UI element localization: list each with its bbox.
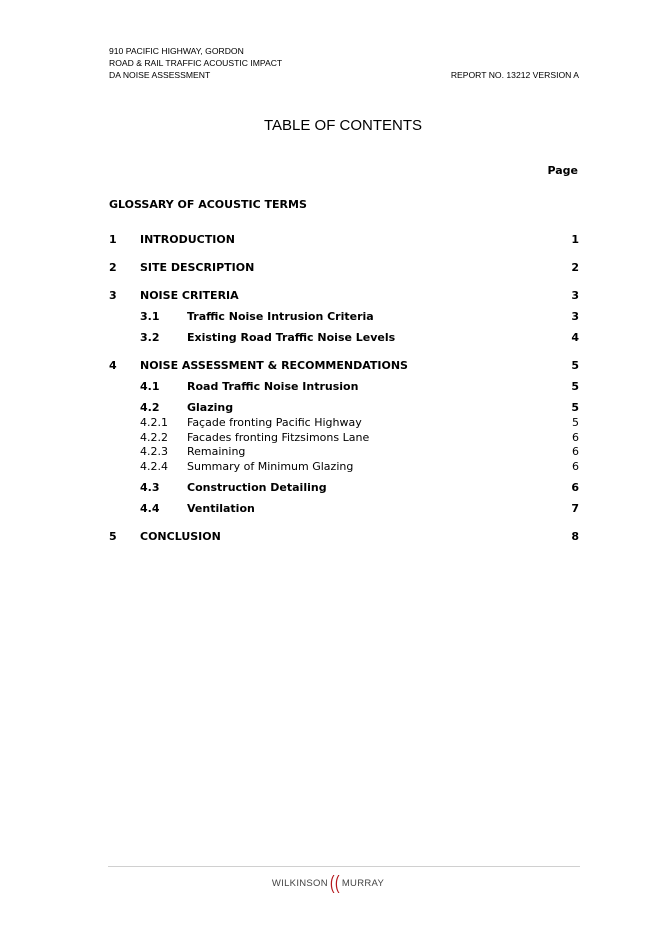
header-line-3: DA NOISE ASSESSMENT — [109, 70, 211, 80]
toc-page: 5 — [572, 416, 579, 429]
toc-number: 4.2.2 — [140, 431, 168, 444]
toc-label: Façade fronting Pacific Highway — [187, 416, 362, 429]
toc-label: NOISE ASSESSMENT & RECOMMENDATIONS — [140, 359, 408, 372]
toc-label: Construction Detailing — [187, 481, 327, 494]
toc-page: 5 — [571, 359, 579, 372]
toc-page: 6 — [572, 460, 579, 473]
logo-text-right: MURRAY — [341, 878, 385, 889]
toc-label: Traffic Noise Intrusion Criteria — [187, 310, 374, 323]
toc-number: 4.2.3 — [140, 445, 168, 458]
toc-label: CONCLUSION — [140, 530, 221, 543]
toc-label: Summary of Minimum Glazing — [187, 460, 354, 473]
logo-mark-icon: (( — [329, 870, 340, 894]
toc-number: 4.1 — [140, 380, 160, 393]
toc-number: 1 — [109, 233, 117, 246]
page-header — [109, 45, 579, 81]
glossary-label: GLOSSARY OF ACOUSTIC TERMS — [109, 198, 307, 211]
toc-label: Glazing — [187, 401, 234, 414]
toc-page: 6 — [572, 445, 579, 458]
toc-number: 4.2.4 — [140, 460, 168, 473]
toc-number: 4.4 — [140, 502, 160, 515]
toc-number: 4 — [109, 359, 117, 372]
toc-page: 8 — [571, 530, 579, 543]
toc-page: 5 — [571, 401, 579, 414]
toc-label: NOISE CRITERIA — [140, 289, 239, 302]
header-line-2: ROAD & RAIL TRAFFIC ACOUSTIC IMPACT — [109, 58, 283, 68]
logo-text-left: WILKINSON — [271, 878, 328, 889]
page-title: TABLE OF CONTENTS — [263, 117, 423, 134]
toc-label: INTRODUCTION — [140, 233, 235, 246]
toc-number: 4.3 — [140, 481, 160, 494]
toc-label: Facades fronting Fitzsimons Lane — [187, 431, 370, 444]
toc-page: 2 — [571, 261, 579, 274]
toc-page: 6 — [572, 431, 579, 444]
toc-number: 4.2 — [140, 401, 160, 414]
toc-page: 3 — [571, 289, 579, 302]
toc-label: Ventilation — [187, 502, 255, 515]
toc-number: 3.2 — [140, 331, 160, 344]
toc-label: Existing Road Traffic Noise Levels — [187, 331, 396, 344]
toc-number: 3 — [109, 289, 117, 302]
toc-label: Road Traffic Noise Intrusion — [187, 380, 359, 393]
toc-label: SITE DESCRIPTION — [140, 261, 255, 274]
toc-page: 1 — [571, 233, 579, 246]
toc-number: 2 — [109, 261, 117, 274]
toc-number: 3.1 — [140, 310, 160, 323]
toc-number: 4.2.1 — [140, 416, 168, 429]
toc-page: 4 — [571, 331, 579, 344]
toc-page: 5 — [571, 380, 579, 393]
footer-divider — [108, 866, 580, 867]
toc-page: 3 — [571, 310, 579, 323]
toc-number: 5 — [109, 530, 117, 543]
toc-page: 6 — [571, 481, 579, 494]
toc-label: Remaining — [187, 445, 246, 458]
company-logo — [0, 870, 656, 894]
header-line-1: 910 PACIFIC HIGHWAY, GORDON — [109, 46, 244, 56]
toc-page: 7 — [571, 502, 579, 515]
page-column-label: Page — [547, 164, 578, 177]
report-number: REPORT NO. 13212 VERSION A — [450, 70, 579, 80]
